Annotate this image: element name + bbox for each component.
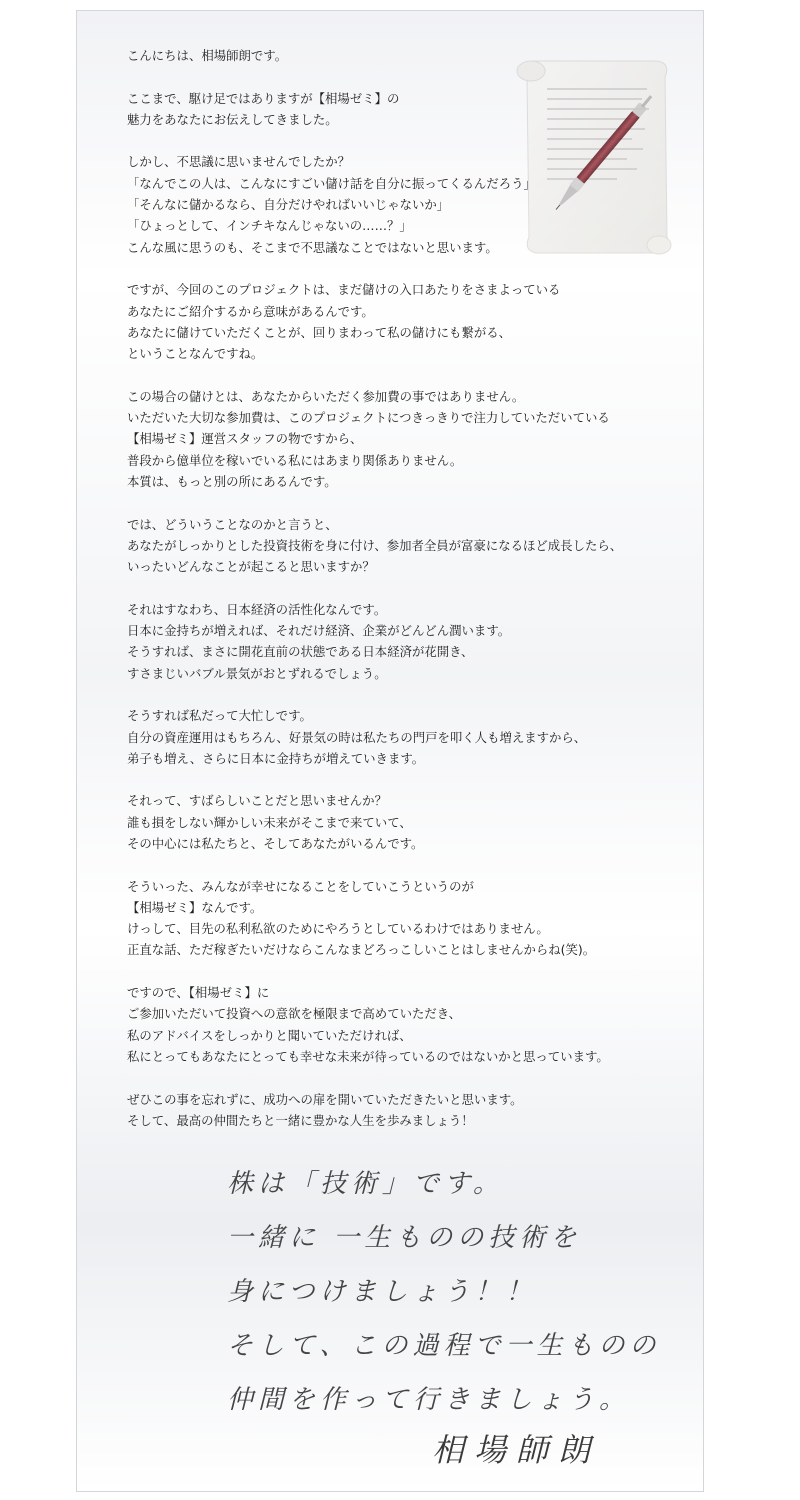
letter-paragraph — [127, 599, 697, 684]
letter-line: 本質は、もっと別の所にあるんです。 — [127, 473, 337, 489]
letter-paragraph — [127, 151, 697, 257]
letter-line: 普段から億単位を稼いでいる私にはあまり関係ありません。 — [127, 452, 463, 468]
letter-line: しかし、不思議に思いませんでしたか？ — [127, 154, 351, 170]
letter-line: ですが、今回のこのプロジェクトは、まだ儲けの入口あたりをさまよっている — [127, 282, 561, 298]
letter-line: そういった、みんなが幸せになることをしていこうというのが — [127, 878, 474, 894]
letter-paragraph — [127, 876, 697, 961]
letter-line: あなたにご紹介するから意味があるんです。 — [127, 303, 374, 319]
letter-line: 魅力をあなたにお伝えしてきました。 — [127, 111, 338, 127]
letter-paragraph — [127, 279, 697, 364]
letter-line: 自分の資産運用はもちろん、好景気の時は私たちの門戸を叩く人も増えますから、 — [127, 729, 587, 745]
letter-line: 弟子も増え、さらに日本に金持ちが増えていきます。 — [127, 750, 425, 766]
letter-line: こんにちは、相場師朗です。 — [127, 48, 288, 63]
letter-line: 私にとってもあなたにとっても幸せな未来が待っているのではないかと思っています。 — [127, 1048, 609, 1064]
letter-paragraph — [127, 1089, 697, 1132]
letter-line: この場合の儲けとは、あなたからいただく参加費の事ではありません。 — [127, 388, 525, 404]
letter-line: すさまじいバブル景気がおとずれるでしょう。 — [127, 665, 387, 681]
letter-line: けっして、目先の私利私欲のためにやろうとしているわけではありません。 — [127, 921, 549, 937]
letter-line: 「なんでこの人は、こんなにすごい儲け話を自分に振ってくるんだろう」 — [127, 175, 536, 191]
letter-paragraph — [127, 386, 697, 492]
letter-line: 私のアドバイスをしっかりと聞いていただければ、 — [127, 1027, 412, 1043]
letter-line: いったいどんなことが起こると思いますか？ — [127, 559, 375, 575]
letter-line: それって、すばらしいことだと思いませんか？ — [127, 793, 387, 809]
letter-line: ご参加いただいて投資への意欲を極限まで高めていただき、 — [127, 1006, 462, 1022]
letter-line: あなたに儲けていただくことが、回りまわって私の儲けにも繋がる、 — [127, 324, 511, 340]
letter-line: ですので、【相場ゼミ】に — [127, 985, 270, 1001]
letter-paragraph — [127, 88, 697, 131]
letter-line: 【相場ゼミ】なんです。 — [127, 899, 263, 915]
letter-line: そうすれば私だって大忙しです。 — [127, 708, 312, 724]
letter-paragraph — [127, 45, 697, 66]
letter-card — [76, 10, 704, 1492]
handwritten-line: 仲間を作って行きましょう。 — [227, 1385, 631, 1415]
letter-body — [127, 45, 697, 1152]
letter-paragraph — [127, 790, 697, 854]
letter-line: あなたがしっかりとした投資技術を身に付け、参加者全員が富豪になるほど成長したら、 — [127, 537, 623, 553]
letter-line: では、どういうことなのかと言うと、 — [127, 516, 338, 532]
letter-line: 【相場ゼミ】運営スタッフの物ですから、 — [127, 431, 363, 447]
letter-line: 日本に金持ちが増えれば、それだけ経済、企業がどんどん潤います。 — [127, 623, 511, 639]
handwritten-line: 株は「技術」です。 — [227, 1169, 504, 1199]
letter-line: いただいた大切な参加費は、このプロジェクトにつきっきりで注力していただいている — [127, 410, 610, 426]
letter-line: その中心には私たちと、そしてあなたがいるんです。 — [127, 835, 424, 851]
letter-line: 誰も損をしない輝かしい未来がそこまで来ていて、 — [127, 814, 412, 830]
letter-line: ぜひこの事を忘れずに、成功への扉を開いていただきたいと思います。 — [127, 1091, 523, 1107]
handwritten-line: 身につけましょう！！ — [227, 1277, 537, 1307]
letter-paragraph — [127, 514, 697, 578]
letter-paragraph — [127, 705, 697, 769]
letter-line: 正直な話、ただ稼ぎたいだけならこんなまどろっこしいことはしませんからね(笑)。 — [127, 942, 596, 958]
letter-line: それはすなわち、日本経済の活性化なんです。 — [127, 601, 387, 617]
handwritten-line: そして、この過程で一生ものの — [227, 1331, 661, 1361]
handwritten-note — [227, 1157, 661, 1427]
letter-line: そうすれば、まさに開花直前の状態である日本経済が花開き、 — [127, 644, 474, 660]
letter-paragraph — [127, 982, 697, 1067]
letter-line: ということなんですね。 — [127, 346, 264, 362]
letter-line: 「そんなに儲かるなら、自分だけやればいいじゃないか」 — [127, 197, 450, 213]
letter-line: 「ひょっとして、インチキなんじゃないの……？」 — [127, 218, 412, 234]
letter-line: そして、最高の仲間たちと一緒に豊かな人生を歩みましょう！ — [127, 1112, 474, 1128]
signature: 相場師朗 — [432, 1431, 601, 1469]
letter-line: こんな風に思うのも、そこまで不思議なことではないと思います。 — [127, 239, 498, 255]
handwritten-line: 一緒に 一生ものの技術を — [227, 1223, 582, 1253]
letter-line: ここまで、駆け足ではありますが【相場ゼミ】の — [127, 90, 400, 106]
